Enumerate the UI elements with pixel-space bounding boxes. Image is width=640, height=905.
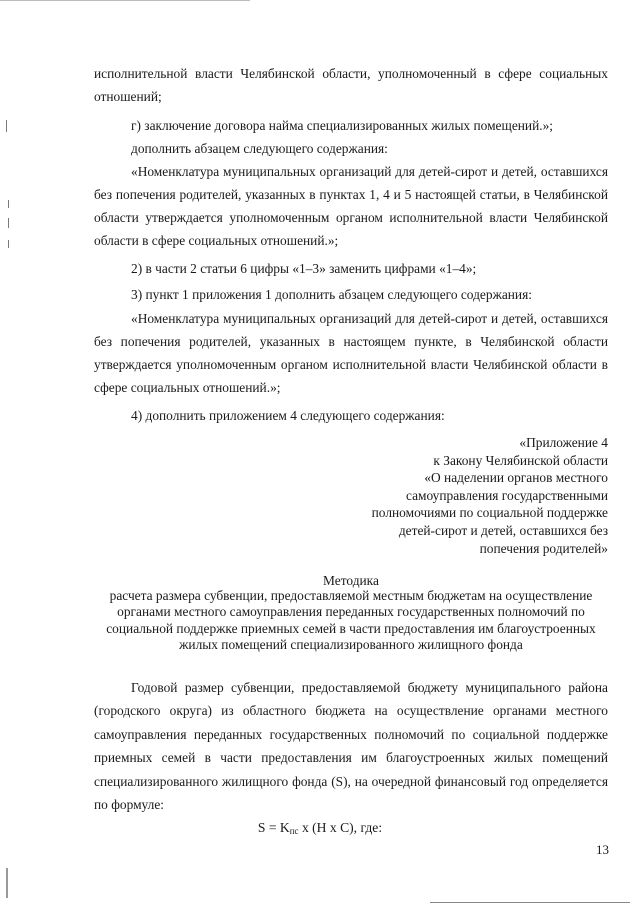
paragraph: 3) пункт 1 приложения 1 дополнить абзацем следующего содержания: bbox=[131, 287, 532, 302]
formula-subscript: пс bbox=[289, 826, 299, 836]
paragraph: 4) дополнить приложением 4 следующего содержания: bbox=[131, 408, 445, 423]
paragraph: г) заключение договора найма специализированных жилых помещений.»; bbox=[131, 118, 554, 133]
appendix-heading-line: к Закону Челябинской области bbox=[433, 452, 608, 468]
scan-edge-mark bbox=[8, 200, 9, 208]
method-subtitle-line: жилых помещений специализированного жилищного фонда bbox=[179, 636, 523, 652]
method-subtitle-line: органами местного самоуправления переданных государственных полномочий по bbox=[117, 604, 585, 620]
scan-edge-mark bbox=[6, 120, 7, 132]
scan-edge-mark bbox=[8, 240, 9, 248]
appendix-heading-line: самоуправления государственными bbox=[405, 487, 608, 503]
formula bbox=[0, 818, 640, 841]
appendix-heading bbox=[348, 434, 608, 557]
appendix-heading-line: полномочиями по социальной поддержке bbox=[371, 505, 608, 521]
paragraph: исполнительной власти Челябинской области, уполномоченный в сфере социальных отношений; bbox=[94, 66, 608, 104]
appendix-heading-line: «Приложение 4 bbox=[519, 435, 608, 450]
method-title: Методика bbox=[323, 573, 379, 588]
method-subtitle-line: социальной поддержке приемных семей в части предоставления им благоустроенных bbox=[106, 620, 596, 636]
appendix-heading-line: попечения родителей» bbox=[479, 540, 608, 556]
page-number: 13 bbox=[596, 842, 609, 857]
formula-lhs: S = K bbox=[257, 820, 290, 835]
appendix-heading-line: детей-сирот и детей, оставшихся без bbox=[398, 522, 608, 538]
paragraph: дополнить абзацем следующего содержания: bbox=[131, 141, 388, 156]
paragraph: «Номенклатура муниципальных организаций для детей-сирот и детей, оставшихся без попечения родителей, указанных в настоящем пункте, в Челябинской области утверждается уполномоченным органом исполнительной власти Челябинской области в сфере социальных отношений.»; bbox=[94, 311, 608, 395]
appendix-heading-line: «О наделении органов местного bbox=[424, 470, 608, 486]
method-subtitle-line: расчета размера субвенции, предоставляемой местным бюджетам на осуществление bbox=[109, 588, 593, 603]
scan-edge-mark bbox=[8, 218, 9, 228]
paragraph: 2) в части 2 статьи 6 цифры «1–3» заменить цифрами «1–4»; bbox=[131, 261, 477, 276]
scan-edge-mark bbox=[0, 0, 250, 1]
scan-edge-mark bbox=[430, 902, 630, 903]
formula-rhs: x (H x C), где: bbox=[298, 820, 383, 835]
scan-edge-mark bbox=[6, 868, 8, 898]
body-paragraph: Годовой размер субвенции, предоставляемой бюджету муниципального района (городского округа) из областного бюджета на осуществление органами местного самоуправления переданных государственных полномочий по социальной поддержке приемных семей в части предоставления им благоустроенных жилых помещений специализированного жилищного фонда (S), на очередной финансовый год определяется по формуле: bbox=[94, 680, 608, 813]
method-subtitle bbox=[94, 588, 608, 653]
paragraph: «Номенклатура муниципальных организаций для детей-сирот и детей, оставшихся без попечения родителей, указанных в пунктах 1, 4 и 5 настоящей статьи, в Челябинской области утверждается уполномоченным органом исполнительной власти Челябинской области в сфере социальных отношений.»; bbox=[94, 164, 608, 248]
